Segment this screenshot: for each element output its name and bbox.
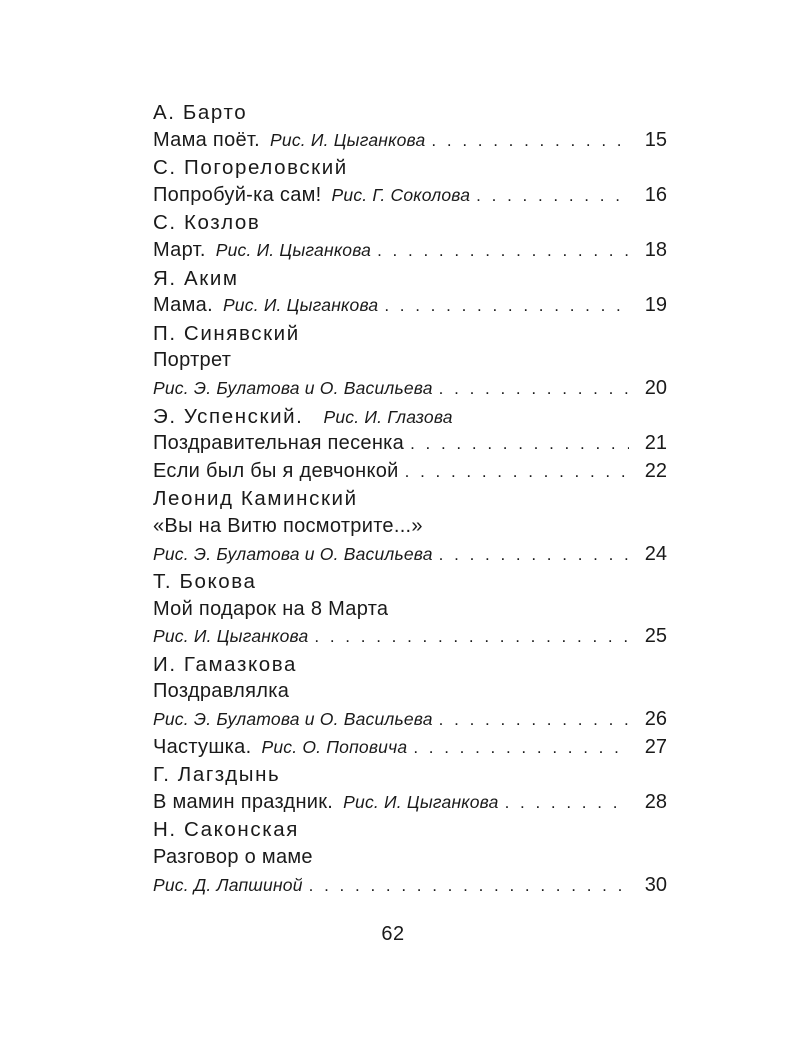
toc-entry[interactable]: [153, 789, 667, 817]
toc-author: [153, 320, 667, 348]
entry-title: Поздравлялка: [153, 680, 290, 703]
author-name: П. Синявский: [153, 321, 300, 345]
toc-entry[interactable]: [153, 127, 667, 155]
toc-entry-title-line[interactable]: [153, 347, 667, 375]
toc-entry[interactable]: [153, 292, 667, 320]
dot-leader: [476, 182, 629, 210]
dot-leader: [377, 237, 629, 265]
entry-illustrator: Рис. Э. Булатова и О. Васильева: [153, 543, 433, 564]
entry-title: Мой подарок на 8 Марта: [153, 597, 389, 620]
toc-author: [153, 209, 667, 237]
entry-page: 19: [644, 294, 667, 317]
entry-title: Попробуй-ка сам!: [153, 183, 322, 206]
entry-page: 25: [644, 625, 667, 648]
toc-entry-title-line[interactable]: [153, 844, 667, 872]
entry-illustrator: Рис. И. Цыганкова: [222, 295, 379, 316]
toc-entry[interactable]: [153, 237, 667, 265]
dot-leader: [413, 734, 629, 762]
entry-illustrator: Рис. И. Цыганкова: [343, 791, 499, 812]
toc-entry[interactable]: [153, 623, 667, 651]
author-name: Я. Аким: [153, 266, 239, 290]
entry-title: Поздравительная песенка: [153, 432, 405, 455]
author-name: Леонид Каминский: [153, 487, 358, 511]
entry-illustrator: Рис. И. Цыганкова: [153, 626, 309, 647]
author-name: Н. Саконская: [153, 818, 299, 842]
entry-page: 30: [644, 873, 667, 896]
entry-page: 16: [644, 183, 667, 206]
entry-page: 18: [644, 238, 667, 261]
dot-leader: [410, 430, 629, 458]
entry-page: 20: [644, 376, 667, 399]
entry-page: 26: [644, 708, 667, 731]
entry-title: Мама.: [153, 294, 213, 317]
toc-author: [153, 485, 667, 513]
toc-author: [153, 651, 667, 679]
toc-author: [153, 816, 667, 844]
entry-page: 15: [644, 128, 667, 151]
page-number: 62: [381, 923, 405, 945]
entry-illustrator: Рис. Э. Булатова и О. Васильева: [153, 377, 433, 398]
entry-title: Частушка.: [153, 735, 252, 758]
author-name: С. Козлов: [153, 211, 261, 235]
entry-page: 21: [644, 432, 667, 455]
toc-entry-title-line[interactable]: [153, 513, 667, 541]
toc-author: [153, 99, 667, 127]
author-name: И. Гамазкова: [153, 652, 298, 676]
entry-illustrator: Рис. И. Цыганкова: [270, 129, 426, 150]
toc-entry-title-line[interactable]: [153, 596, 667, 624]
dot-leader: [309, 872, 629, 900]
table-of-contents: [153, 99, 667, 899]
entry-illustrator: Рис. Д. Лапшиной: [153, 874, 303, 895]
entry-illustrator: Рис. Г. Соколова: [331, 184, 471, 205]
toc-author: [153, 568, 667, 596]
author-name: С. Погореловский: [153, 156, 348, 180]
entry-title: В мамин праздник.: [153, 790, 334, 813]
toc-entry[interactable]: [153, 734, 667, 762]
toc-entry[interactable]: [153, 458, 667, 486]
entry-title: «Вы на Витю посмотрите...»: [153, 514, 423, 537]
toc-entry[interactable]: [153, 541, 667, 569]
toc-entry[interactable]: [153, 182, 667, 210]
toc-entry[interactable]: [153, 375, 667, 403]
dot-leader: [405, 458, 629, 486]
entry-illustrator: Рис. О. Поповича: [261, 736, 408, 757]
toc-entry-title-line[interactable]: [153, 678, 667, 706]
entry-title: Март.: [153, 238, 206, 261]
dot-leader: [505, 789, 629, 817]
toc-author: [153, 403, 667, 431]
toc-entry[interactable]: [153, 872, 667, 900]
author-name: Э. Успенский.: [153, 404, 304, 428]
entry-title: Разговор о маме: [153, 846, 313, 869]
dot-leader: [439, 375, 629, 403]
entry-title: Портрет: [153, 349, 232, 372]
entry-title: Если был бы я девчонкой: [153, 459, 399, 482]
toc-author: [153, 154, 667, 182]
author-name: Т. Бокова: [153, 570, 257, 594]
entry-page: 24: [644, 542, 667, 565]
dot-leader: [431, 127, 629, 155]
dot-leader: [439, 541, 629, 569]
entry-page: 28: [644, 790, 667, 813]
entry-title: Мама поёт.: [153, 128, 261, 151]
author-name: А. Барто: [153, 101, 248, 124]
author-name: Г. Лагздынь: [153, 763, 281, 787]
dot-leader: [384, 292, 629, 320]
entry-illustrator: Рис. И. Цыганкова: [215, 239, 372, 260]
author-illustrator: Рис. И. Глазова: [323, 406, 453, 427]
entry-illustrator: Рис. Э. Булатова и О. Васильева: [153, 709, 433, 730]
toc-author: [153, 761, 667, 789]
dot-leader: [314, 623, 629, 651]
entry-page: 22: [644, 459, 667, 482]
toc-author: [153, 265, 667, 293]
entry-page: 27: [644, 735, 667, 758]
toc-entry[interactable]: [153, 430, 667, 458]
toc-entry[interactable]: [153, 706, 667, 734]
dot-leader: [439, 706, 629, 734]
